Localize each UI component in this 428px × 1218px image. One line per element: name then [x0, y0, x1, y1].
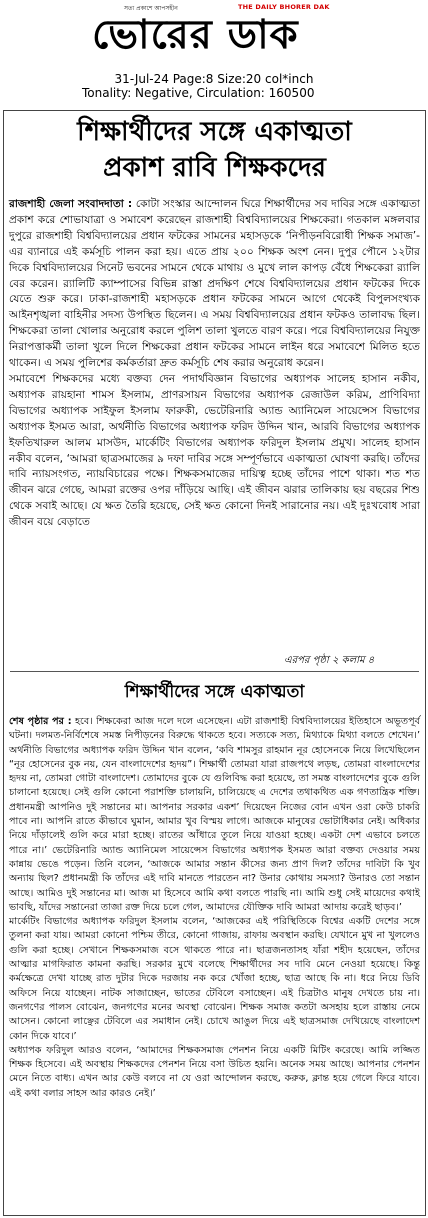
continuation-paragraph-1: হবে। শিক্ষকেরা আজ দলে দলে এসেছেন। এটা রাজশাহী বিশ্ববিদ্যালয়ের ইতিহাসে অভূতপূর্ব ঘটনা। দলমত-নির্বিশেষে সমস্ত নিপীড়নের বিরুদ্ধে থাকতে হবে। সত্যকে সত্য, মিথ্যাকে মিথ্যা বলতে শেখেন।’ অর্থনীতি বিভাগের অধ্যাপক ফরিদ উদ্দিন খান বলেন, ‘কবি শামসুর রাহমান নূর হোসেনকে নিয়ে লিখেছিলেন “নূর হোসেনের বুক নয়, যেন বাংলাদেশের হৃদয়”। শিক্ষার্থী তোমরা যারা রাজপথে লড়ছ, তোমরা বাংলাদেশের হৃদয় না, তোমরা গোটা বাংলাদেশ। তোমাদের বুকে যে গুলিবিদ্ধ করা হয়েছে, তা সমস্ত বাংলাদেশের বুকে গুলি চালানো হয়েছে। সেই গুলি কোনো পরাশক্তি চালায়নি, চালিয়েছে এ দেশের তথাকথিত এক গণতান্ত্রিক শক্তি। প্রধানমন্ত্রী আপনিও দুই সন্তানের মা। আপনার সরকার একশ’ দিয়েছেন নিজের বোন এখন ওরা কেউ চাকরি পাবে না। আপনি রাতে কীভাবে ঘুমান, আমার খুব বিস্ময় লাগে। আজকে মানুষের ভোটাধিকার নেই। অধিকার নিয়ে দাঁড়ালেই গুলি করে মারা হচ্ছে। রাতের আঁধারে তুলে নিয়ে যাওয়া হচ্ছে। একটা দেশ এভাবে চলতে পারে না।’ ভেটেরিনারি অ্যান্ড অ্যানিমেল সায়েন্সেস বিভাগের অধ্যাপক ইসমত আরা বক্তব্য দেওয়ার সময় কান্নায় ভেঙে পড়েন। তিনি বলেন, ‘আজকে আমার সন্তান কীসের জন্য প্রাণ দিল? তাঁদের দাবিটা কি খুব অন্যায় ছিল? প্রধানমন্ত্রী কি তাঁদের এই দাবি মানতে পারতেন না? উনার কোথায় সমস্যা? উনারও তো সন্তান আছে। আমিও দুই সন্তানের মা। আজ মা হিসেবে আমি কথা বলতে পারছি না। আমি শুধু সেই মায়েদের কথাই ভাবছি, যাঁদের সন্তানেরা তাজা রক্ত দিয়ে চলে গেল, আমাদের যৌক্তিক দাবি আমরা আদায় করেই ছাড়ব।’ [9, 716, 420, 913]
masthead-english-name: THE DAILY BHORER DAK [238, 3, 330, 11]
clip-meta-tonality: Tonality: Negative, Circulation: 160500 [82, 86, 315, 100]
article-paragraph-2: সমাবেশে শিক্ষকদের মধ্যে বক্তব্য দেন পদার্থবিজ্ঞান বিভাগের অধ্যাপক সালেহ হাসান নকীব, অধ্যাপক রায়হানা শামস ইসলাম, প্রাণরসায়ন বিভাগের অধ্যাপক রেজাউল করিম, প্রাণিবিদ্যা বিভাগের অধ্যাপক সাইফুল ইসলাম ফারুকী, ভেটেরিনারি অ্যান্ড অ্যানিমেল সায়েন্সেস বিভাগের অধ্যাপক ইসমত আরা, অর্থনীতি বিভাগের অধ্যাপক ফরিদ উদ্দিন খান, আরবি বিভাগের অধ্যাপক ইফতিখারুল আলম মাসউদ, মার্কেটিং বিভাগের অধ্যাপক ফরিদুল ইসলাম প্রমুখ। সালেহ হাসান নকীব বলেন, ‘আমরা ছাত্রসমাজের ৯ দফা দাবির সঙ্গে সম্পূর্ণভাবে একাত্মতা ঘোষণা করছি। তাঁদের দাবি ন্যায়সংগত, ন্যায়বিচারের পক্ষে। শিক্ষকসমাজের দায়িত্ব হচ্ছে তাঁদের পাশে থাকা। শত শত জীবন ঝরে গেছে, আমরা রক্তের ওপর দাঁড়িয়ে আছি। এই জীবন ঝরার তালিকায় ছয় বছরের শিশু থেকে সবাই আছে। যে ক্ষত তৈরি হয়েছে, সেই ক্ষত কোনো দিনই সারানোর নয়। এই দুঃখবোধ সারা জীবন বয়ে বেড়াতে [9, 372, 420, 529]
article-body [9, 197, 420, 531]
headline-line-2: প্রকাশ রাবি শিক্ষকদের [103, 153, 326, 183]
continuation-paragraph-2: মার্কেটিং বিভাগের অধ্যাপক ফরিদুল ইসলাম বলেন, ‘আজকের এই পরিস্থিতিকে বিশ্বের একটি দেশের সঙ্গে তুলনা করা যায়। আমরা কোনো পশ্চিম তীরে, কোনো গাজায়, রাফায় অবস্থান করছি। যেখানে মুখ না খুললেও গুলি করা হচ্ছে। সেখানে শিক্ষকসমাজ বসে থাকতে পারে না। ছাত্রজনতাসহ যাঁরা শহীদ হয়েছেন, তাঁদের আত্মার মাগফিরাত কামনা করছি। সরকার মুখে বলেছে শিক্ষার্থীদের সব দাবি মেনে নেওয়া হয়েছে। কিন্তু কর্মক্ষেত্রে দেখা যাচ্ছে রাত দুটার দিকে দরজায় নক করে খোঁজা হচ্ছে, ছাত্র আছে কি না। ধরে নিয়ে ডিবি অফিসে নিয়ে যাচ্ছেন। নাটক সাজাচ্ছেন, ভাতের টেবিলে বসাচ্ছেন। এই চিত্রটাও মানুষ দেখতে চায় না। জনগণের পালস বোঝেন, জনগণের মনের অবস্থা বোঝেন। শিক্ষক সমাজ কতটা অসহায় হলে রাস্তায় নেমে আসেন। কোনো লাঞ্ছের টেবিলে এর সমাধান নেই। চোখে আঙুল দিয়ে এই ছাত্রসমাজ দেখিয়েছে বাংলাদেশ কোন দিকে যাবে।’ [9, 916, 420, 1042]
news-clipping [3, 110, 426, 1216]
continuation-label: শেষ পৃষ্ঠার পর : [9, 716, 72, 727]
continued-note: এরপর পৃষ্ঠা ২ কলাম ৪ [284, 655, 375, 666]
continuation-paragraph-3: অধ্যাপক ফরিদুল আরও বলেন, ‘আমাদের শিক্ষকসমাজ পেনশন নিয়ে একটি মিটিং করেছে। আমি লজ্জিত শিক্ষক হিসেবে। এই অবস্থায় শিক্ষকদের পেনশন নিয়ে বসা উচিত হয়নি। অনেক সময় আছে। আপনার পেনশন মেনে নিতে বাধ্য। এখন আর কেউ বলবে না যে ওরা আন্দোলন করছে, করুক, ক্লান্ত হয়ে গেলে ফিরে যাবে। এই কথা বলার সাহস আর কারও নেই।’ [9, 1044, 420, 1099]
continuation-body [9, 715, 420, 1101]
section-divider [10, 671, 419, 672]
masthead-tagline: সত্য প্রকাশে আপসহীন [124, 5, 178, 12]
clip-meta-date-page: 31-Jul-24 Page:8 Size:20 col*inch [114, 72, 314, 86]
newspaper-logo: ভোরের ডাক [92, 11, 299, 58]
continuation-headline: শিক্ষার্থীদের সঙ্গে একাত্মতা [124, 682, 305, 702]
article-paragraph-1: কোটা সংস্কার আন্দোলন ঘিরে শিক্ষার্থীদের সব দাবির সঙ্গে একাত্মতা প্রকাশ করে শোভাযাত্রা ও সমাবেশ করেছেন রাজশাহী বিশ্ববিদ্যালয়ের শিক্ষকেরা। গতকাল মঙ্গলবার দুপুরে রাজশাহী বিশ্ববিদ্যালয়ের প্রধান ফটকের সামনের মহাসড়কে ‘নিপীড়নবিরোধী শিক্ষক সমাজ’-এর ব্যানারে এই কর্মসূচি পালন করা হয়। এতে প্রায় ২০০ শিক্ষক অংশ নেন। দুপুর পৌনে ১২টার দিকে বিশ্ববিদ্যালয়ের সিনেট ভবনের সামনে থেকে মাথায় ও মুখে লাল কাপড় বেঁধে শিক্ষকেরা র‍্যালি বের করেন। র‍্যালিটি ক্যাম্পাসের বিভিন্ন রাস্তা প্রদক্ষিণ শেষে বিশ্ববিদ্যালয়ের প্রধান ফটকের দিকে যেতে শুরু করে। ঢাকা-রাজশাহী মহাসড়কে প্রধান ফটকের সামনে আগে থেকেই বিপুলসংখ্যক আইনশৃঙ্খলা বাহিনীর সদস্য উপস্থিত ছিলেন। এ সময় বিশ্ববিদ্যালয়ের প্রধান ফটকও তালাবদ্ধ ছিল। শিক্ষকেরা তালা খোলার অনুরোধ করলে পুলিশ তালা খুলতে বারণ করে। পরে বিশ্ববিদ্যালয়ের নিযুক্ত নিরাপত্তাকর্মী তালা খুলে দিলে শিক্ষকেরা প্রধান ফটকের সামনে লাইন ধরে সমাবেশে মিলিত হতে থাকেন। এ সময় পুলিশের কর্মকর্তারা দ্রুত কর্মসূচি শেষ করার অনুরোধ করেন। [9, 198, 420, 370]
byline: রাজশাহী জেলা সংবাদদাতা : [9, 198, 133, 210]
masthead [0, 0, 428, 70]
headline-line-1: শিক্ষার্থীদের সঙ্গে একাত্মতা [77, 117, 352, 147]
